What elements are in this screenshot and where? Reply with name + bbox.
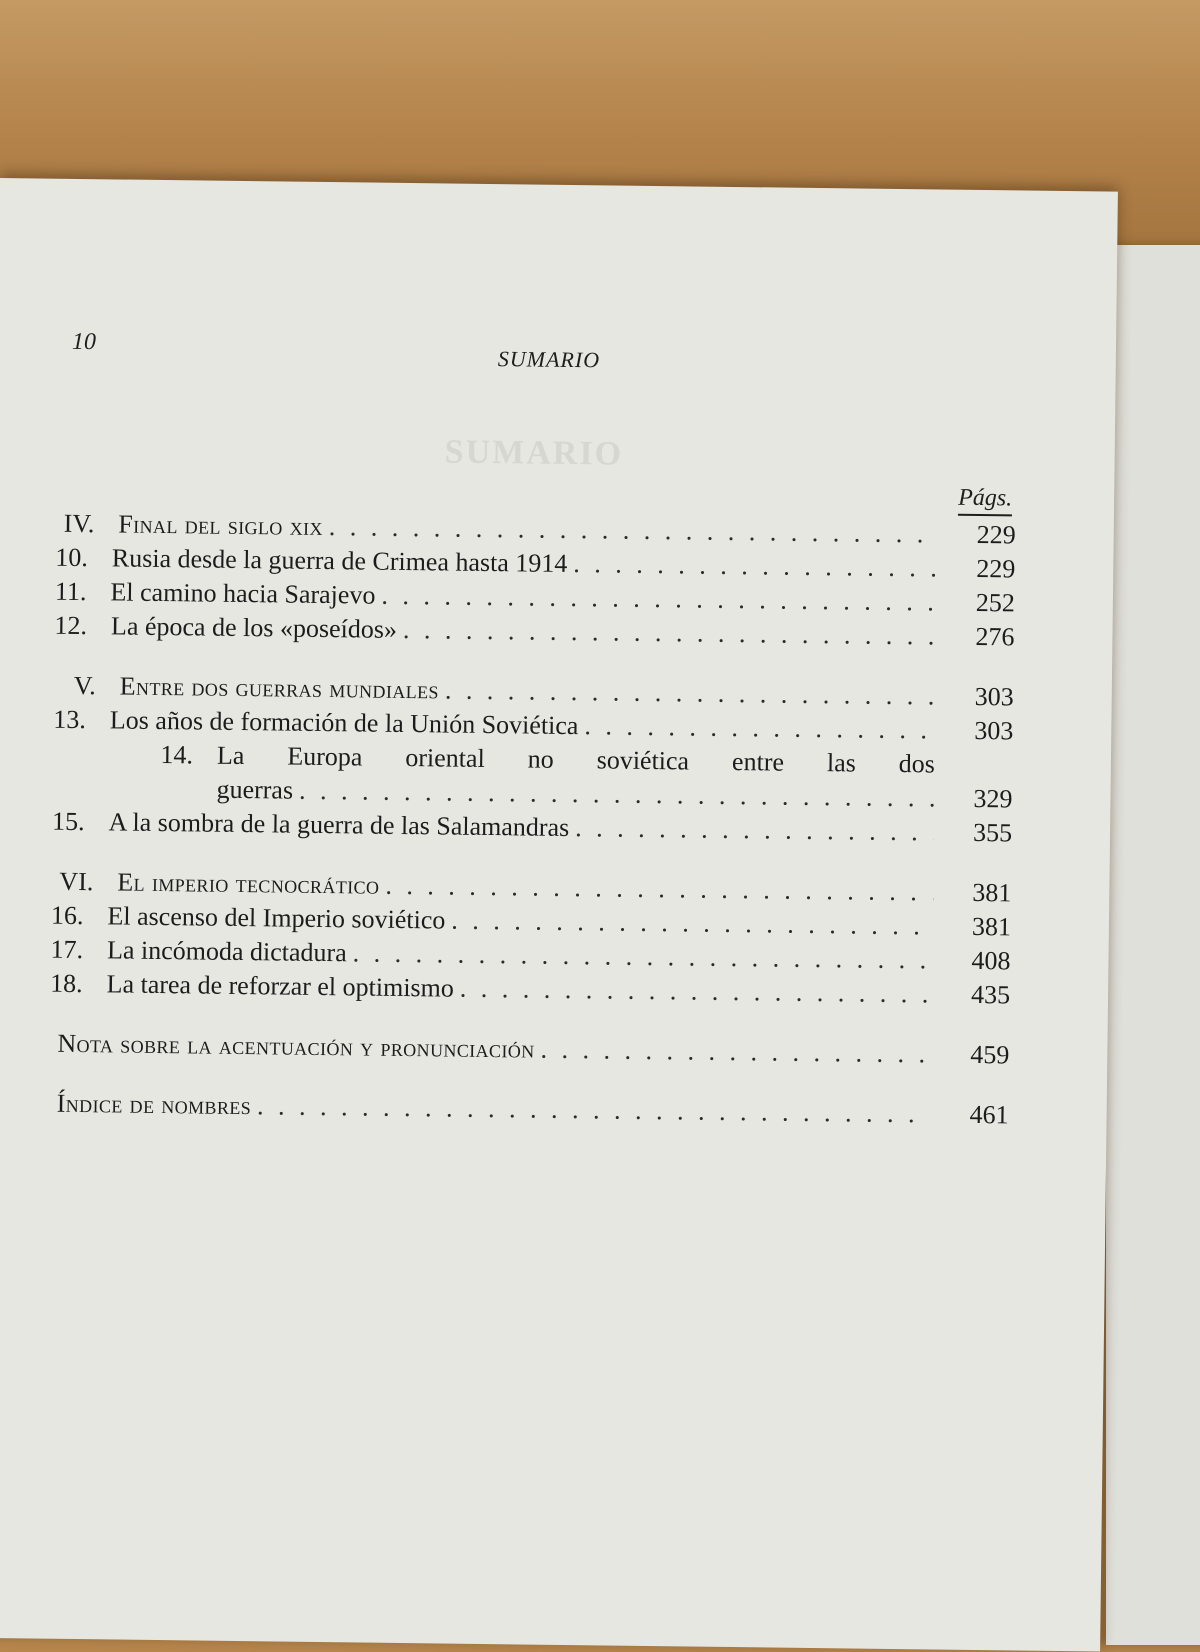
- toc-page-number: 381: [971, 911, 1012, 942]
- toc-page-number: 252: [975, 587, 1016, 618]
- part-number: V.: [73, 670, 96, 701]
- dot-leader: [573, 547, 937, 585]
- toc-page-number: 461: [969, 1099, 1009, 1130]
- page-number: 10: [71, 328, 97, 356]
- toc-note: [49, 1027, 1009, 1073]
- toc-index: [48, 1087, 1008, 1133]
- dot-leader: [403, 613, 937, 654]
- toc-page-number: 329: [973, 783, 1013, 814]
- chapter-title: Los años de formación de la Unión Soviética: [109, 705, 579, 741]
- chapter-number: 12.: [54, 610, 88, 641]
- toc-page-number: 381: [972, 877, 1012, 908]
- chapter-number: 15.: [51, 806, 85, 837]
- chapter-number: 10.: [55, 542, 89, 573]
- chapter-title: La época de los «poseídos»: [110, 611, 398, 644]
- dot-leader: [460, 972, 933, 1012]
- toc-page-number: 435: [970, 979, 1011, 1010]
- chapter-title-line1: La Europa oriental no soviética entre las dos: [216, 740, 936, 779]
- toc-page-number: 229: [976, 553, 1016, 584]
- part-title: El imperio tecnocrático: [117, 867, 380, 900]
- dot-leader: [540, 1033, 931, 1072]
- chapter-number: 17.: [50, 934, 84, 965]
- chapter-number: 14.: [160, 740, 194, 770]
- chapter-number: 18.: [49, 968, 83, 999]
- chapter-title-line2: guerras: [216, 774, 294, 805]
- running-head: SUMARIO: [497, 346, 601, 373]
- chapter-title: El ascenso del Imperio soviético: [107, 901, 446, 935]
- toc-page-number: 408: [971, 945, 1011, 976]
- book-page: [0, 178, 1118, 1652]
- toc-page-number: 303: [974, 715, 1014, 746]
- toc-page-number: 459: [970, 1039, 1010, 1070]
- section-title: Nota sobre la acentuación y pronunciación: [57, 1028, 535, 1064]
- chapter-number: 13.: [53, 704, 87, 735]
- section-title: Índice de nombres: [56, 1088, 252, 1121]
- show-through-text: SUMARIO: [444, 433, 624, 473]
- dot-leader: [257, 1089, 931, 1131]
- chapter-title: La tarea de reforzar el optimismo: [106, 969, 455, 1003]
- toc-page-number: 355: [972, 817, 1013, 848]
- dot-leader: [575, 811, 934, 849]
- toc-page-number: 276: [975, 621, 1015, 652]
- chapter-title: La incómoda dictadura: [106, 935, 347, 968]
- chapter-title: Rusia desde la guerra de Crimea hasta 1914: [111, 543, 568, 578]
- part-number: IV.: [63, 508, 95, 539]
- dot-leader: [584, 709, 935, 747]
- pages-column-header: Págs.: [958, 485, 1012, 517]
- chapter-number: 11.: [54, 576, 87, 607]
- chapter-number: 16.: [50, 900, 84, 931]
- toc-page-number: 303: [974, 681, 1014, 712]
- part-title: Entre dos guerras mundiales: [119, 671, 440, 705]
- toc-page-number: 229: [976, 519, 1016, 550]
- part-number: VI.: [59, 866, 94, 897]
- chapter-title: El camino hacia Sarajevo: [110, 577, 376, 610]
- facing-page-edge: [1106, 245, 1200, 1645]
- part-title: Final del siglo xix: [118, 509, 324, 541]
- table-of-contents: [48, 507, 1015, 1133]
- chapter-title: A la sombra de la guerra de las Salamandras: [108, 807, 570, 843]
- indent-spacer: [52, 796, 216, 798]
